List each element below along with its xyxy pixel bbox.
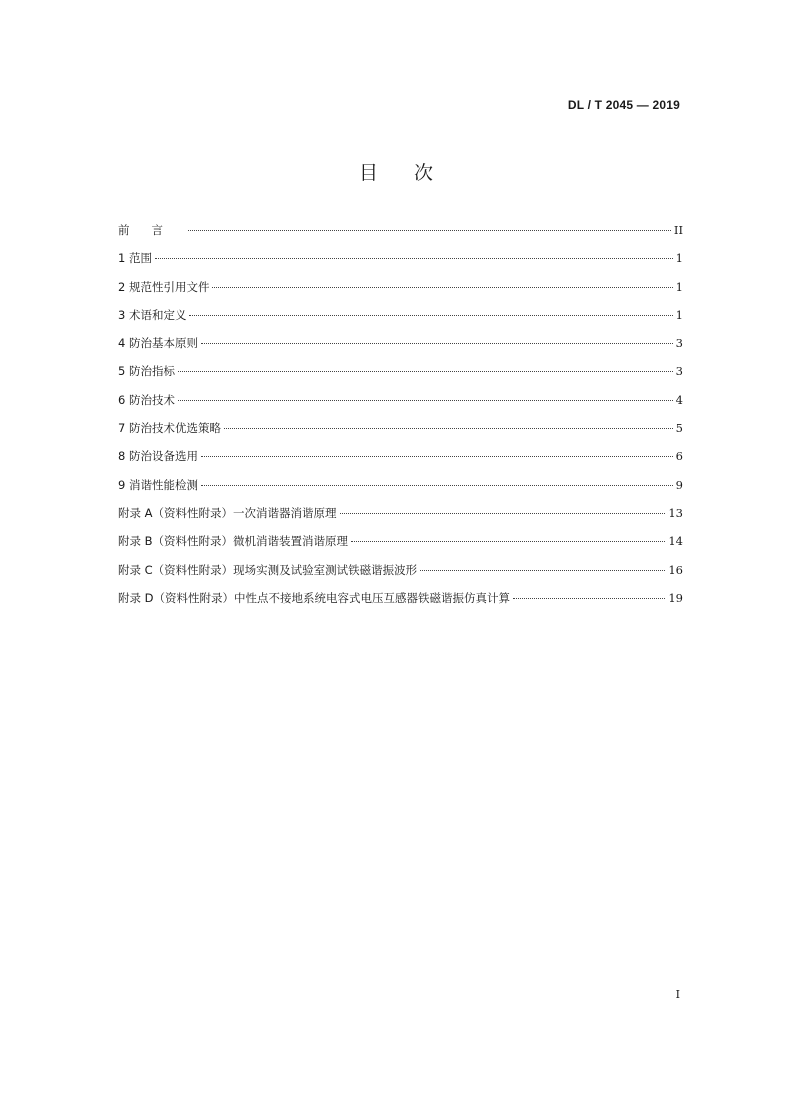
toc-label: 8 防治设备选用 (118, 449, 198, 464)
toc-label: 9 消谐性能检测 (118, 477, 198, 492)
toc-label: 4 防治基本原则 (118, 336, 198, 351)
toc-label: 前言 (118, 223, 185, 237)
toc-page: 16 (668, 562, 683, 577)
toc-label: 3 术语和定义 (118, 307, 187, 322)
toc-leader (201, 343, 673, 344)
toc-item-techniques[interactable] (118, 392, 683, 420)
toc-label: 2 规范性引用文件 (118, 279, 210, 294)
toc-leader (513, 598, 665, 599)
toc-page: 3 (675, 336, 683, 351)
toc-item-foreword[interactable] (118, 222, 683, 250)
toc-leader (201, 485, 673, 486)
toc-item-principles[interactable] (118, 335, 683, 363)
toc-leader (178, 371, 673, 372)
toc-label: 附录 D（资料性附录）中性点不接地系统电容式电压互感器铁磁谐振仿真计算 (118, 590, 511, 605)
toc-page: 4 (675, 392, 683, 407)
toc-leader (420, 570, 665, 571)
toc-page: 6 (675, 449, 683, 464)
toc-label: 7 防治技术优选策略 (118, 421, 221, 436)
toc-page: 13 (668, 505, 683, 520)
toc-item-annex-d[interactable] (118, 590, 683, 618)
page-title: 目次 (358, 162, 469, 184)
toc-leader (224, 428, 673, 429)
toc-page: 9 (675, 477, 683, 492)
toc-item-terms[interactable] (118, 307, 683, 335)
toc-leader (212, 287, 672, 288)
toc-item-normative-references[interactable] (118, 279, 683, 307)
toc-page: 1 (675, 279, 683, 294)
toc-label: 附录 C（资料性附录）现场实测及试验室测试铁磁谐振波形 (118, 562, 418, 577)
toc-leader (178, 400, 673, 401)
toc-page: 19 (668, 590, 683, 605)
toc-item-strategy[interactable] (118, 420, 683, 448)
toc-leader (189, 315, 672, 316)
toc-page: 14 (668, 534, 683, 549)
toc-item-scope[interactable] (118, 250, 683, 278)
table-of-contents (118, 222, 683, 618)
toc-leader (155, 258, 673, 259)
toc-item-annex-a[interactable] (118, 505, 683, 533)
toc-leader (340, 513, 666, 514)
toc-page: 1 (675, 307, 683, 322)
toc-leader (201, 456, 673, 457)
toc-page: 3 (675, 364, 683, 379)
toc-item-indicators[interactable] (118, 363, 683, 391)
toc-item-annex-c[interactable] (118, 562, 683, 590)
toc-leader (188, 230, 671, 231)
toc-label: 附录 B（资料性附录）微机消谐装置消谐原理 (118, 534, 349, 549)
toc-page: II (673, 223, 683, 237)
toc-page: 1 (675, 251, 683, 266)
toc-item-equipment[interactable] (118, 448, 683, 476)
page-number: I (675, 988, 680, 1001)
standard-code: DL / T 2045 — 2019 (567, 98, 680, 112)
toc-label: 5 防治指标 (118, 364, 175, 379)
toc-label: 6 防治技术 (118, 392, 175, 407)
toc-label: 1 范围 (118, 251, 152, 266)
toc-item-annex-b[interactable] (118, 533, 683, 561)
toc-label: 附录 A（资料性附录）一次消谐器消谐原理 (118, 505, 337, 520)
toc-leader (351, 541, 665, 542)
toc-page: 5 (675, 421, 683, 436)
toc-item-testing[interactable] (118, 477, 683, 505)
